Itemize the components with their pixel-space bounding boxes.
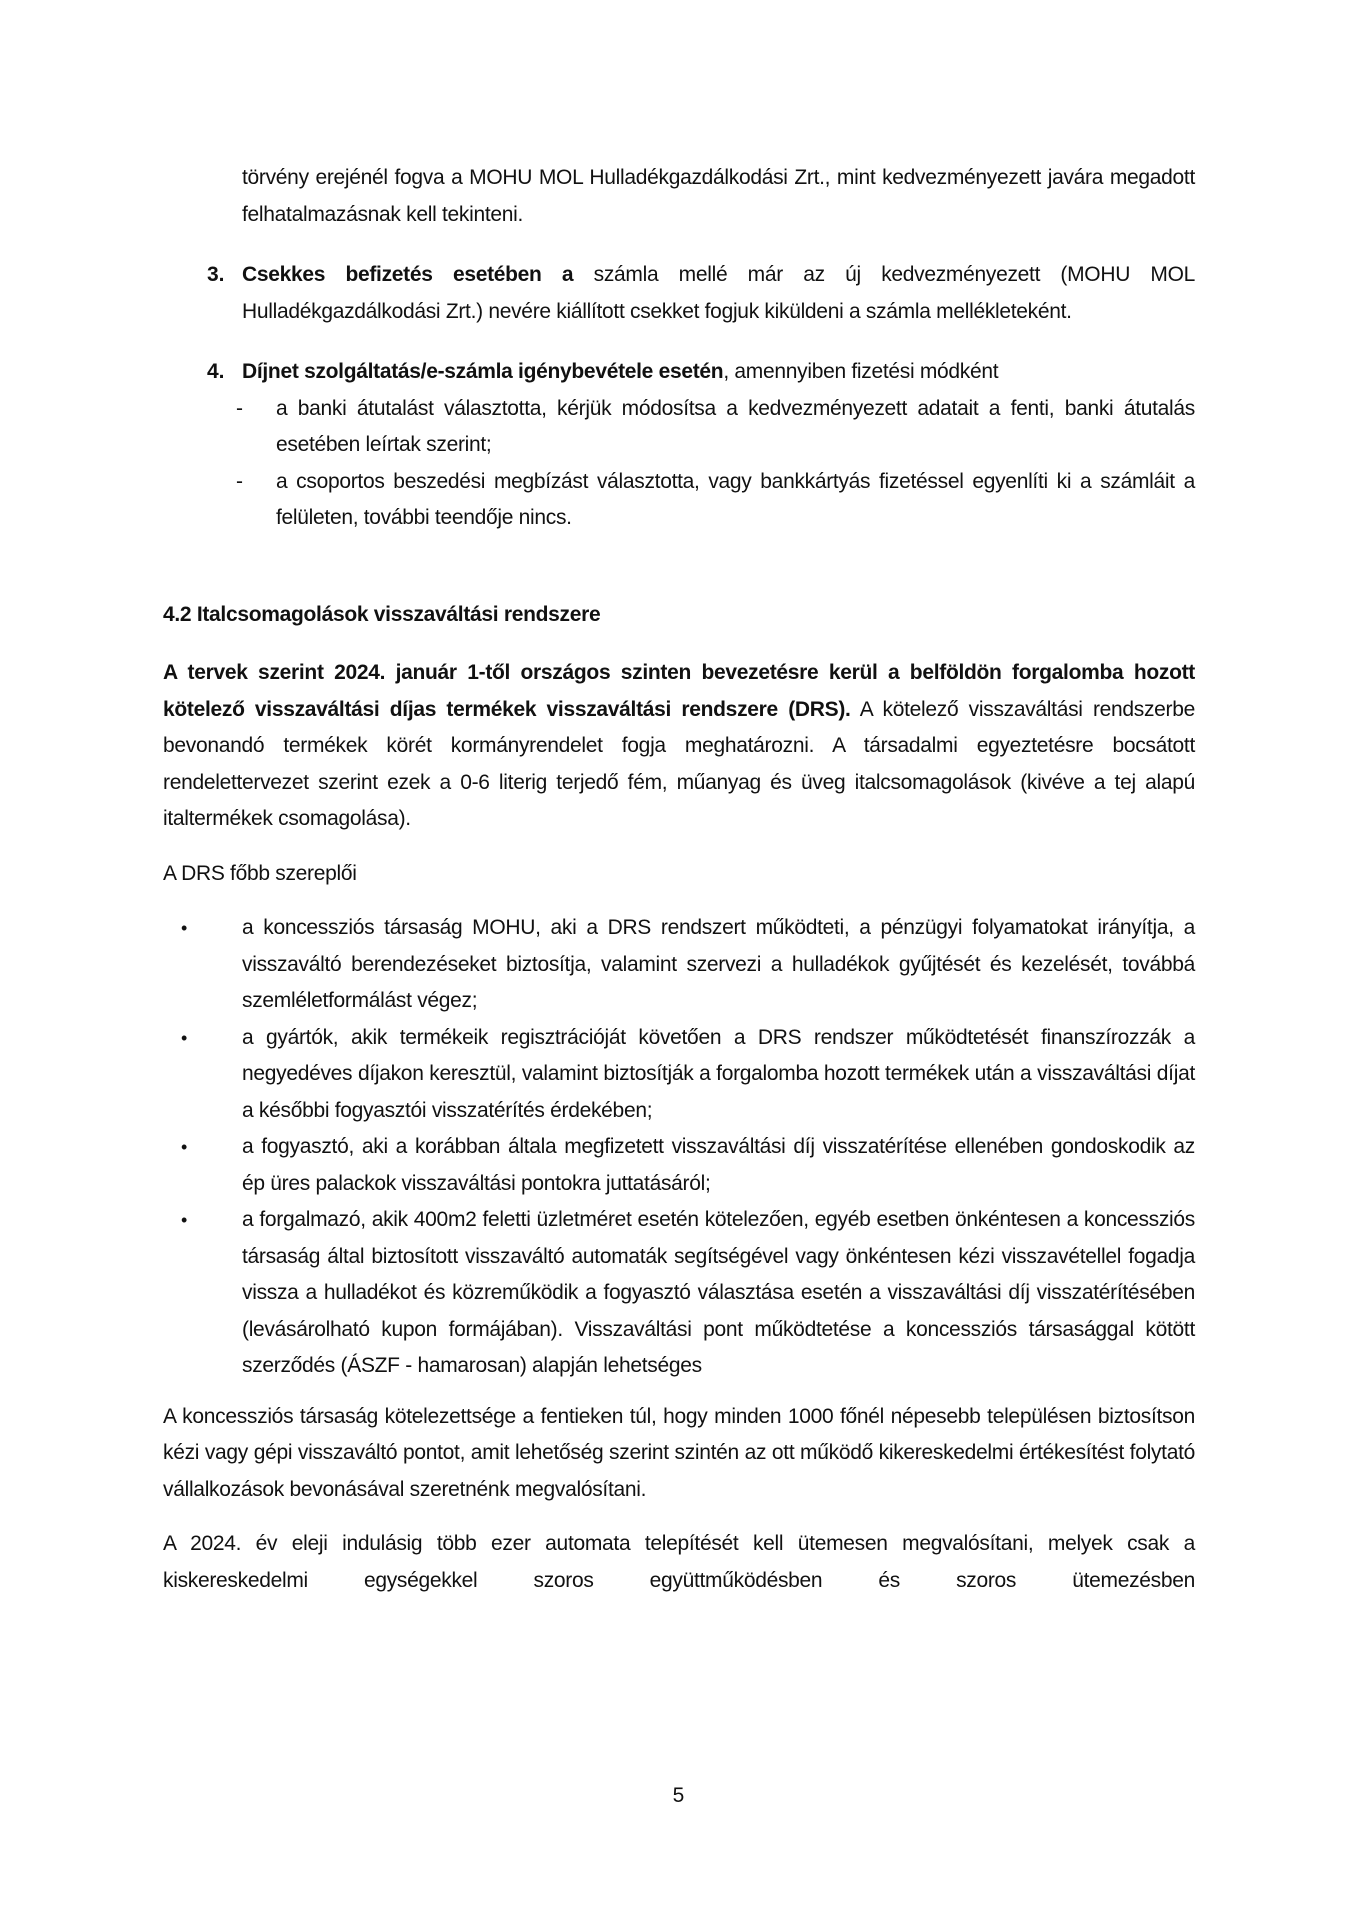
- item-text: Csekkes befizetés esetében a számla mellé már az új kedvezményezett (MOHU MOL Hulladékgazdálkodási Zrt.) nevére kiállított csekket fogjuk kiküldeni a számla mellékleteként.: [242, 263, 1195, 323]
- list-item: • a gyártók, akik termékeik regisztrációját követően a DRS rendszer működtetését finanszírozzák a negyedéves díjakon keresztül, valamint biztosítják a forgalomba hozott termékek után a visszaváltási díjat a későbbi fogyasztói visszatérítés érdekében;: [242, 1020, 1195, 1130]
- bullet-icon: •: [181, 1210, 188, 1230]
- item-bold-lead: Díjnet szolgáltatás/e-számla igénybevétele esetén: [242, 360, 724, 383]
- section-heading: 4.2 Italcsomagolások visszaváltási rendszere: [163, 602, 601, 626]
- list-item: • a koncessziós társaság MOHU, aki a DRS rendszert működteti, a pénzügyi folyamatokat irányítja, a visszaváltó berendezéseket biztosítja, valamint szervezi a hulladékok gyűjtését és kezelését, továbbá szemléletformálást végez;: [242, 910, 1195, 1020]
- page-number: 5: [672, 1784, 685, 1807]
- drs-intro-bold: A tervek szerint 2024. január 1-től országos szinten bevezetésre kerül a belföldön forgalomba hozott kötelező visszaváltási díjas termékek visszaváltási rendszere (DRS).: [163, 661, 1195, 721]
- intro-continuation: törvény erejénél fogva a MOHU MOL Hulladékgazdálkodási Zrt., mint kedvezményezett javára megadott felhatalmazásnak kell tekinteni.: [242, 166, 1195, 226]
- list-item: - a banki átutalást választotta, kérjük módosítsa a kedvezményezett adatait a fenti, banki átutalás esetében leírtak szerint;: [276, 391, 1195, 464]
- list-item: • a forgalmazó, akik 400m2 feletti üzletméret esetén kötelezően, egyéb esetben önkéntesen a koncessziós társaság által biztosított visszaváltó automaták segítségével vagy önkéntesen kézi visszavétellel fogadja vissza a hulladékot és közreműködik a fogyasztó választása esetén a visszaváltási díj visszatérítésében (levásárolható kupon formájában). Visszaváltási pont működtetése a koncessziós társasággal kötött szerződés (ÁSZF - hamarosan) alapján lehetséges: [242, 1202, 1195, 1385]
- dash-marker: -: [236, 469, 243, 493]
- list-item: - a csoportos beszedési megbízást választotta, vagy bankkártyás fizetéssel egyenlíti ki a számláit a felületen, további teendője nincs.: [276, 464, 1195, 537]
- numbered-item-3: [163, 257, 1195, 330]
- actors-heading: A DRS főbb szereplői: [163, 861, 357, 885]
- list-item: • a fogyasztó, aki a korábban általa megfizetett visszaváltási díj visszatérítése ellenében gondoskodik az ép üres palackok visszaváltási pontokra juttatásáról;: [242, 1129, 1195, 1202]
- rollout-paragraph: A 2024. év eleji indulásig több ezer automata telepítését kell ütemesen megvalósítani, melyek csak a kiskereskedelmi egységekkel szoros együttműködésben és szoros ütemezésben: [163, 1532, 1195, 1592]
- page-content: [163, 160, 1195, 1599]
- numbered-item-4: [163, 354, 1195, 391]
- bullet-icon: •: [181, 918, 188, 938]
- item-number: 3.: [207, 263, 225, 286]
- obligation-paragraph: A koncessziós társaság kötelezettsége a fentieken túl, hogy minden 1000 főnél népesebb településen biztosítson kézi vagy gépi visszaváltó pontot, amit lehetőség szerint szintén az ott működő kikereskedelmi értékesítést folytató vállalkozások bevonásával szeretnénk megvalósítani.: [163, 1404, 1195, 1501]
- actors-list: [163, 910, 1195, 1385]
- bullet-icon: •: [181, 1137, 188, 1157]
- item-bold-lead: Csekkes befizetés esetében a: [242, 263, 574, 286]
- bullet-icon: •: [181, 1027, 188, 1048]
- drs-intro-paragraph: A tervek szerint 2024. január 1-től országos szinten bevezetésre kerül a belföldön forgalomba hozott kötelező visszaváltási díjas termékek visszaváltási rendszere (DRS). A kötelező visszaváltási rendszerbe bevonandó termékek körét kormányrendelet fogja meghatározni. A társadalmi egyeztetésre bocsátott rendelettervezet szerint ezek a 0-6 literig terjedő fém, műanyag és üveg italcsomagolások (kivéve a tej alapú italtermékek csomagolása).: [163, 661, 1196, 830]
- item-text: Díjnet szolgáltatás/e-számla igénybevétele esetén, amennyiben fizetési módként: [242, 360, 999, 383]
- item-number: 4.: [207, 360, 225, 383]
- dash-list: [163, 391, 1195, 537]
- dash-marker: -: [236, 396, 243, 420]
